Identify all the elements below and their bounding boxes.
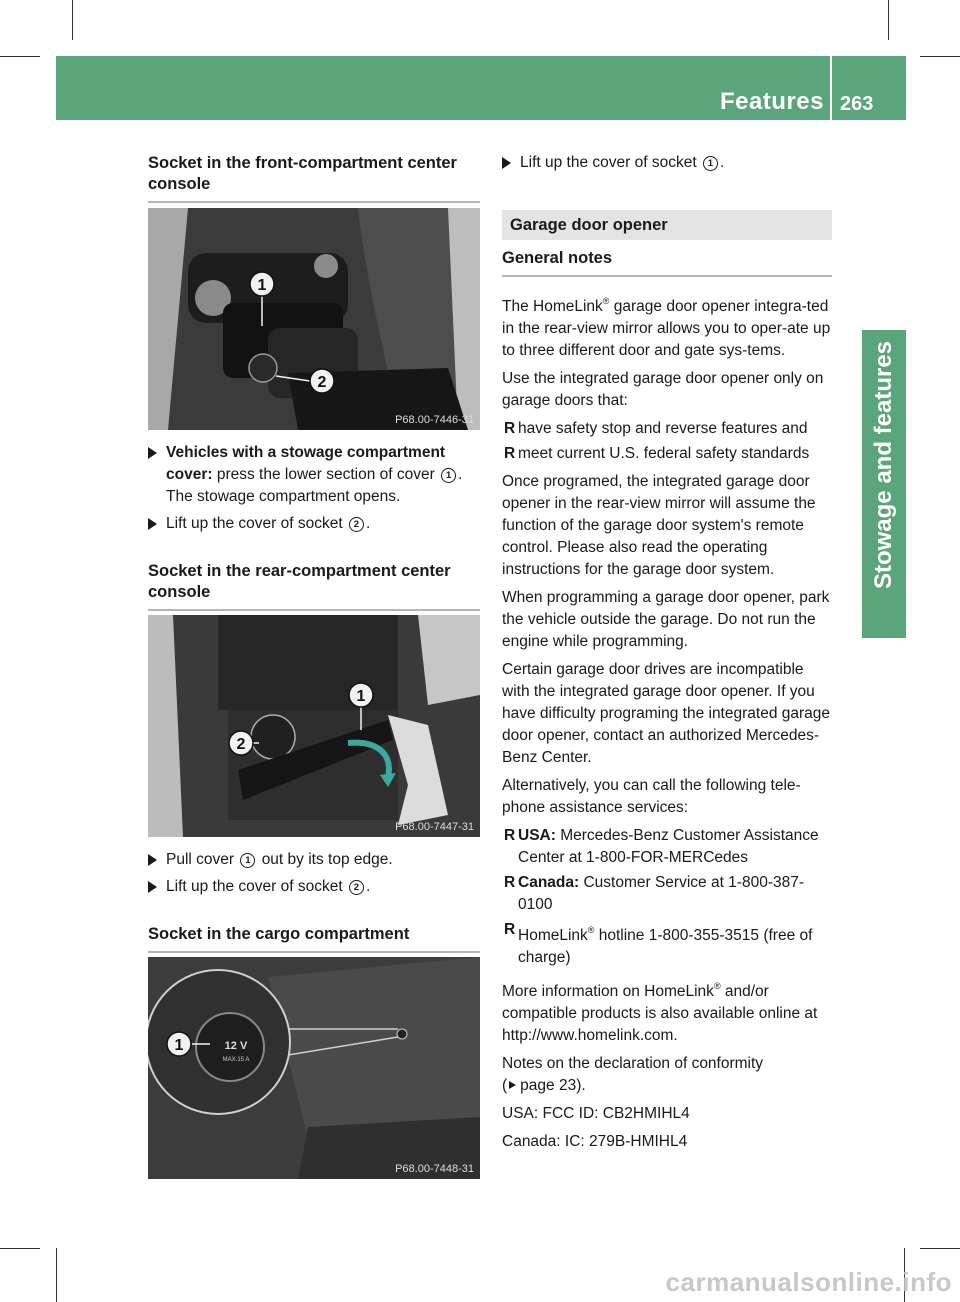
text-span: Notes on the declaration of conformity [502,1055,764,1072]
page-reference-link[interactable]: page 23). [520,1077,586,1094]
left-column [148,153,480,203]
ref-number: 1 [441,468,456,483]
paragraph [502,1053,832,1097]
photo-code: P68.00-7447-31 [395,821,474,833]
paragraph: Canada: IC: 279B-HMIHL4 [502,1133,688,1150]
paragraph [502,290,832,362]
step-result: The stowage compartment opens. [166,488,401,505]
crop-mark [72,0,73,40]
step-condition: Vehicles with a stowage compartment cover: [166,444,446,483]
cargo-compartment-illustration [148,957,480,1179]
front-console-illustration [148,208,480,430]
crop-mark [920,1248,960,1249]
step-tail: . [719,154,725,171]
step-text: Pull cover [166,851,235,868]
heading-rule [148,201,480,203]
chapter-tab [862,330,906,600]
step-arrow-icon [148,518,157,530]
callout-2-label: 2 [236,736,246,753]
page-number: 263 [840,93,874,115]
step-tail: . [365,878,371,895]
step-text: Lift up the cover of socket [166,878,343,895]
step-text: Lift up the cover of socket [520,154,697,171]
text-span: More information on HomeLink [502,983,714,1000]
socket-rating-label: MAX.15 A [222,1057,250,1063]
rear-console-photo [148,615,480,837]
bullet-text: Mercedes-Benz Customer Assistance Center at 1-800-FOR-MERCedes [518,827,819,866]
paragraph: Alternatively, you can call the following tele-phone assistance services: [502,777,801,816]
crop-mark [920,56,960,57]
section-heading-front: Socket in the front-compartment center console [148,154,457,193]
bullet-label: USA: [518,827,556,844]
bullet-text: Customer Service at 1-800-387-0100 [518,874,805,913]
callout-1-label: 1 [356,688,366,705]
paragraph: Use the integrated garage door opener only on garage doors that: [502,370,824,409]
bullet-item [502,825,832,869]
bullet-r-icon: R [504,874,516,891]
callout-1-label: 1 [174,1037,184,1054]
crop-mark [56,1248,57,1302]
bullet-text: have safety stop and reverse features and [518,420,808,437]
callout-1-label: 1 [257,277,267,294]
registered-mark: ® [602,296,610,306]
text-span: ( [502,1077,508,1094]
bullet-item [502,443,832,465]
front-console-photo [148,208,480,430]
chapter-tab-marker [862,594,906,638]
text-span: garage door opener integra-ted in the rear-view mirror allows you to oper-ate up to three different door and gate sys-tems. [502,298,831,359]
photo-code: P68.00-7448-31 [395,1163,474,1175]
section-title-band: Garage door opener [502,210,832,240]
instruction-step [148,442,480,508]
sub-heading: General notes [502,249,613,267]
step-tail: . [458,466,463,483]
bullet-item [502,418,832,440]
bullet-item [502,872,832,916]
callout-2-label: 2 [317,374,327,391]
bullet-r-icon: R [504,827,516,844]
ref-number: 2 [349,880,364,895]
bullet-item [502,919,832,969]
section-heading-rear: Socket in the rear-compartment center console [148,562,451,601]
heading-rule [148,951,480,953]
bullet-r-icon: R [504,921,516,938]
instruction-step [148,849,480,871]
heading-rule [148,609,480,611]
registered-mark: ® [713,981,721,991]
ref-number: 1 [240,853,255,868]
bullet-r-icon: R [504,420,516,437]
left-column-steps-2 [148,849,480,903]
page-title: Features [719,88,824,115]
bullet-text: HomeLink [518,927,588,944]
paragraph: Once programed, the integrated garage door opener in the rear-view mirror will assume the function of the garage door system's remote control. Please also read the operating instructions for the garage door system. [502,473,816,578]
instruction-step [148,513,480,535]
watermark: carmanualsonline.info [665,1267,952,1297]
instruction-step [148,876,480,898]
step-tail: . [365,515,371,532]
ref-number: 1 [703,156,718,171]
step-arrow-icon [148,881,157,893]
left-column-heading-3 [148,924,480,953]
bullet-text: meet current U.S. federal safety standards [518,445,810,462]
header-separator [830,56,832,120]
paragraph: When programming a garage door opener, park the vehicle outside the garage. Do not run the engine while programming. [502,589,830,650]
text-span: and/or compatible products is also available online at http://www.homelink.com. [502,983,818,1044]
section-heading-cargo: Socket in the cargo compartment [148,925,410,943]
ref-number: 2 [349,517,364,532]
page-reference-icon [509,1081,516,1089]
step-text: out by its top edge. [261,851,393,868]
crop-mark [888,0,889,40]
heading-rule [502,275,832,277]
step-arrow-icon [502,157,511,169]
bullet-r-icon: R [504,445,516,462]
step-text: press the lower section of cover [216,466,435,483]
paragraph: Certain garage door drives are incompatible with the integrated garage door opener. If you have difficulty programing the integrated garage door opener, contact an authorized Mercedes-Benz Center. [502,661,831,766]
photo-code: P68.00-7446-31 [395,414,474,426]
crop-mark [0,1248,40,1249]
step-text: Lift up the cover of socket [166,515,343,532]
cargo-compartment-photo [148,957,480,1179]
left-column-steps-1 [148,442,480,540]
crop-mark [0,56,40,57]
instruction-step [502,152,832,174]
text-span: The HomeLink [502,298,603,315]
left-column-heading-2 [148,561,480,611]
socket-voltage-label: 12 V [224,1040,248,1052]
chapter-tab-label: Stowage and features [870,340,897,590]
bullet-label: Canada: [518,874,580,891]
paragraph [502,975,832,1047]
registered-mark: ® [587,925,595,935]
right-column [502,152,832,1159]
rear-console-illustration [148,615,480,837]
step-arrow-icon [148,447,157,459]
paragraph: USA: FCC ID: CB2HMIHL4 [502,1105,690,1122]
bullet-text: hotline 1-800-355-3515 (free of charge) [518,927,813,966]
step-arrow-icon [148,854,157,866]
